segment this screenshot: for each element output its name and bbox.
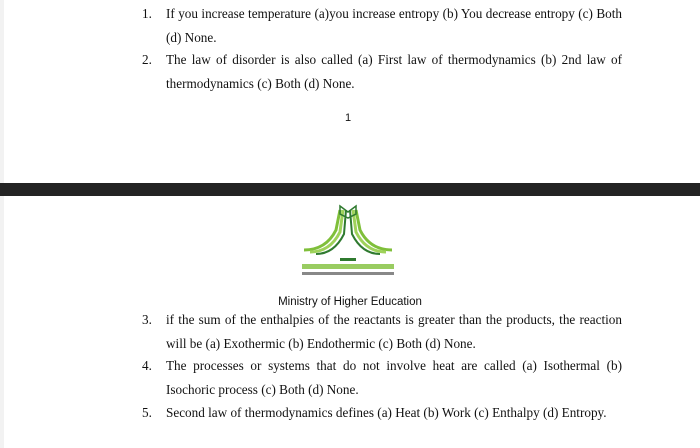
question-text: The processes or systems that do not involve heat are called (a) Isothermal (b) Isochoric process (c) Both (d) None. xyxy=(166,358,622,397)
university-logo-icon xyxy=(296,200,400,282)
question-5 xyxy=(142,401,622,425)
question-number: 2. xyxy=(142,52,152,67)
question-number: 5. xyxy=(142,405,152,420)
question-3 xyxy=(142,308,622,355)
question-number: 3. xyxy=(142,312,152,327)
question-text: Second law of thermodynamics defines (a) Heat (b) Work (c) Enthalpy (d) Entropy. xyxy=(166,405,607,420)
question-1 xyxy=(142,2,622,49)
question-4 xyxy=(142,354,622,401)
question-text: The law of disorder is also called (a) First law of thermodynamics (b) 2nd law of thermodynamics (c) Both (d) None. xyxy=(166,52,622,91)
question-number: 1. xyxy=(142,6,152,21)
question-text: if the sum of the enthalpies of the reactants is greater than the products, the reaction will be (a) Exothermic (b) Endothermic (c) Both (d) None. xyxy=(166,312,622,351)
question-2 xyxy=(142,48,622,95)
question-number: 4. xyxy=(142,358,152,373)
page-divider xyxy=(0,183,700,196)
question-text: If you increase temperature (a)you increase entropy (b) You decrease entropy (c) Both (d) None. xyxy=(166,6,622,45)
ministry-heading: Ministry of Higher Education xyxy=(278,296,422,308)
page-number: 1 xyxy=(345,112,352,124)
